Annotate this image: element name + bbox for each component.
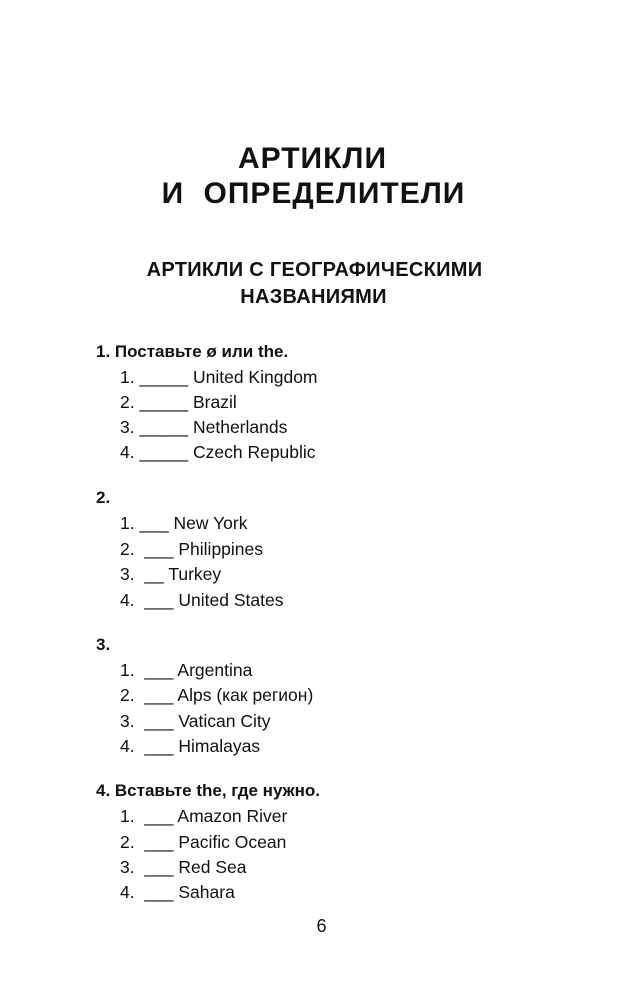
exercise-4-item-2: 2. ___ Pacific Ocean	[120, 832, 287, 852]
exercise-1-item-2: 2. _____ Brazil	[120, 392, 237, 412]
exercise-2-item-4: 4. ___ United States	[120, 590, 284, 610]
chapter-title-line-1: АРТИКЛИ	[237, 142, 388, 175]
exercise-2-item-2: 2. ___ Philippines	[120, 539, 264, 559]
section-title-line-2: НАЗВАНИЯМИ	[240, 286, 387, 308]
exercise-3-heading: 3.	[96, 635, 111, 654]
section-title-line-1: АРТИКЛИ С ГЕОГРАФИЧЕСКИМИ	[146, 259, 483, 281]
exercise-4-item-3: 3. ___ Red Sea	[120, 857, 247, 877]
exercise-3-item-2: 2. ___ Alps (как регион)	[120, 685, 314, 705]
exercise-4-item-1: 1. ___ Amazon River	[120, 806, 288, 826]
exercise-3-item-1: 1. ___ Argentina	[120, 660, 253, 680]
page-number: 6	[316, 916, 327, 936]
chapter-title-line-2: И ОПРЕДЕЛИТЕЛИ	[161, 177, 466, 210]
exercise-2-item-3: 3. __ Turkey	[120, 564, 222, 584]
exercise-4-item-4: 4. ___ Sahara	[120, 882, 235, 902]
exercise-3-item-4: 4. ___ Himalayas	[120, 736, 261, 756]
exercise-3-item-3: 3. ___ Vatican City	[120, 711, 271, 731]
exercise-2-item-1: 1. ___ New York	[120, 513, 248, 533]
exercise-4-heading: 4. Вставьте the, где нужно.	[96, 781, 321, 800]
exercise-1-item-3: 3. _____ Netherlands	[120, 417, 288, 437]
exercise-1-item-1: 1. _____ United Kingdom	[120, 367, 318, 387]
exercise-1-heading: 1. Поставьте ø или the.	[96, 342, 289, 361]
exercise-1-item-4: 4. _____ Czech Republic	[120, 442, 316, 462]
exercise-2-heading: 2.	[96, 488, 111, 507]
